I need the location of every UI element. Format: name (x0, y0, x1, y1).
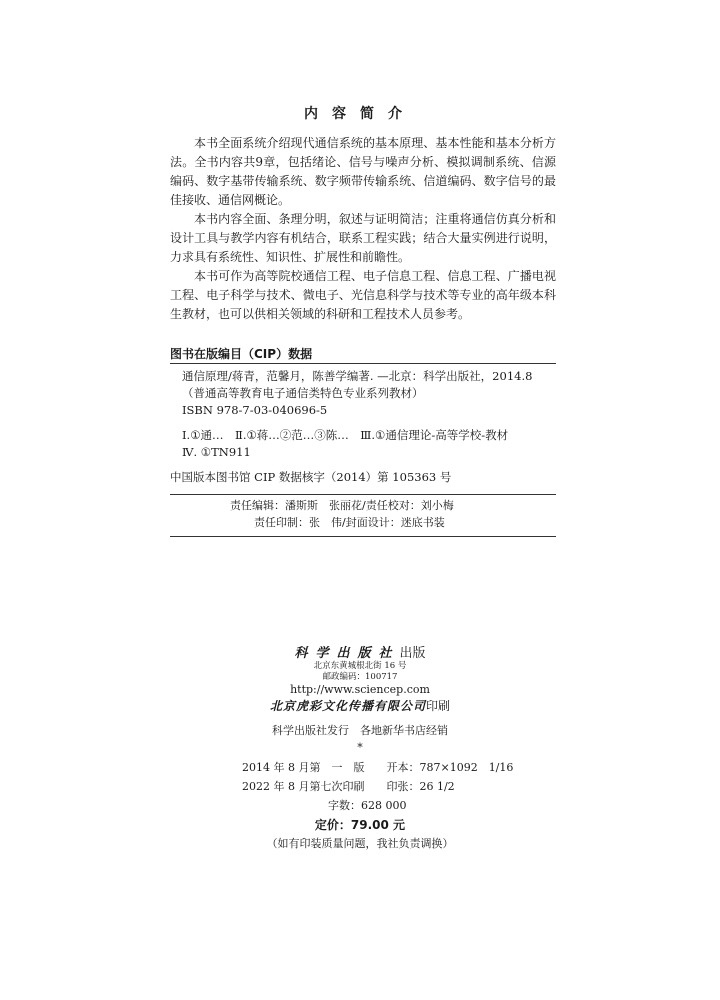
printer-name: 北京虎彩文化传播有限公司 (269, 699, 426, 713)
cip-classification: Ⅰ.①通… Ⅱ.①蒋…②范…③陈… Ⅲ.①通信理论-高等学校-教材 (182, 428, 509, 442)
publisher-block (0, 642, 720, 696)
price: 定价：79.00 元 (314, 818, 406, 832)
cip-record (170, 368, 556, 486)
cip-line-series: （普通高等教育电子通信类特色专业系列教材） (182, 386, 424, 400)
cip-divider-bottom (170, 494, 556, 495)
publisher-url: http://www.sciencep.com (290, 683, 430, 696)
credits-editors: 责任编辑：潘斯斯 张丽花/责任校对：刘小梅 (230, 499, 454, 512)
quality-notice: （如有印装质量问题，我社负责调换） (266, 837, 454, 850)
word-count: 字数：628 000 (328, 799, 407, 812)
edition-line-first: 2014 年 8 月第 一 版 开本：787×1092 1/16 (242, 761, 514, 774)
page-title: 内容简介 (304, 106, 416, 122)
cip-line-author: 通信原理/蒋青，范馨月，陈善学编著. —北京：科学出版社，2014.8 (182, 369, 533, 383)
credits (170, 497, 556, 531)
publisher-address: 北京东黄城根北街 16 号 (313, 661, 407, 671)
summary-paragraph: 本书全面系统介绍现代通信系统的基本原理、基本性能和基本分析方法。全书内容共9章，包括绪论、信号与噪声分析、模拟调制系统、信源编码、数字基带传输系统、数字频带传输系统、信道编码、数字信号的最佳接收、通信网概论。 (170, 136, 556, 207)
credits-printing: 责任印制：张 伟/封面设计：迷底书装 (254, 516, 445, 529)
publisher-postcode: 邮政编码：100717 (322, 672, 398, 682)
cip-heading: 图书在版编目（CIP）数据 (170, 347, 313, 361)
summary-paragraph: 本书可作为高等院校通信工程、电子信息工程、信息工程、广播电视工程、电子科学与技术、微电子、光信息科学与技术等专业的高年级本科生教材，也可以供相关领域的科研和工程技术人员参考。 (170, 269, 556, 321)
summary-section (170, 134, 556, 324)
printer-suffix: 印刷 (426, 699, 451, 713)
edition-line-reprint: 2022 年 8 月第七次印刷 印张：26 1/2 (242, 780, 455, 793)
publisher-suffix: 出版 (399, 646, 426, 661)
credits-divider (170, 536, 556, 537)
summary-paragraph: 本书内容全面、条理分明，叙述与证明简洁；注重将通信仿真分析和设计工具与教学内容有机结合，联系工程实践；结合大量实例进行说明，力求具有系统性、知识性、扩展性和前瞻性。 (170, 212, 556, 264)
edition-block (242, 758, 513, 815)
cip-divider-top (170, 363, 556, 364)
separator-mark: * (357, 741, 363, 754)
printer-block (0, 697, 720, 714)
publisher-name: 科学出版社 (294, 646, 400, 661)
cip-classification-code: Ⅳ. ①TN911 (182, 445, 251, 459)
cip-isbn: ISBN 978-7-03-040696-5 (182, 403, 328, 417)
cip-record-number: 中国版本图书馆 CIP 数据核字（2014）第 105363 号 (170, 470, 452, 484)
distribution: 科学出版社发行 各地新华书店经销 (272, 724, 448, 737)
